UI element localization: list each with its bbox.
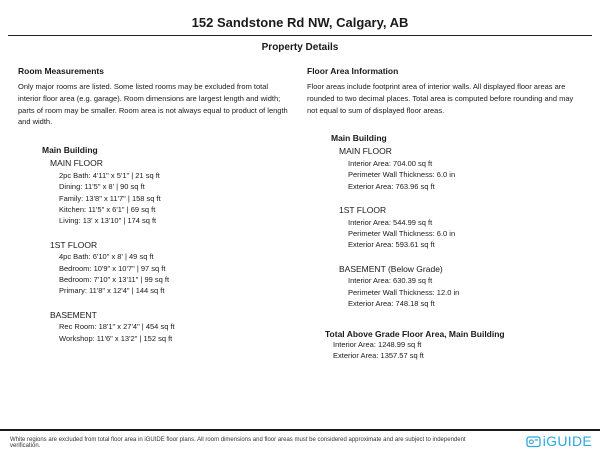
- iguide-logo-text: iGUIDE: [542, 433, 592, 449]
- total-above-grade-block: [325, 329, 584, 362]
- room-line: Family: 13'8" x 11'7" | 158 sq ft: [59, 193, 161, 203]
- room-line: Bedroom: 7'10" x 13'11" | 99 sq ft: [59, 275, 170, 285]
- room-line: 2pc Bath: 4'11" x 5'1" | 21 sq ft: [59, 170, 160, 180]
- building-name: Main Building: [42, 145, 98, 156]
- stat-line: Perimeter Wall Thickness: 6.0 in: [348, 170, 456, 180]
- iguide-logo: [526, 433, 592, 449]
- room-measurements-building-block: [42, 145, 291, 344]
- floor-name: BASEMENT (Below Grade): [339, 263, 443, 274]
- room-line: Rec Room: 18'1" x 27'4" | 454 sq ft: [59, 322, 175, 332]
- stat-line: Interior Area: 704.00 sq ft: [348, 158, 433, 168]
- room-line: Workshop: 11'6" x 13'2" | 152 sq ft: [59, 333, 173, 343]
- floor-area-column: [300, 66, 600, 361]
- floor-1st-floor: [42, 240, 291, 297]
- room-line: Living: 13' x 13'10" | 174 sq ft: [59, 216, 157, 226]
- floor-name: MAIN FLOOR: [50, 158, 103, 169]
- floor-name: 1ST FLOOR: [50, 239, 98, 250]
- stat-line: Interior Area: 544.99 sq ft: [348, 217, 433, 227]
- floor-area-main-floor: [331, 146, 584, 192]
- stat-line: Exterior Area: 763.96 sq ft: [348, 181, 435, 191]
- room-line: Kitchen: 11'5" x 6'1" | 69 sq ft: [59, 204, 156, 214]
- floor-name: BASEMENT: [50, 309, 97, 320]
- floor-area-basement: [331, 264, 584, 310]
- total-heading: Total Above Grade Floor Area, Main Building: [325, 328, 505, 339]
- page-title: 152 Sandstone Rd NW, Calgary, AB: [191, 15, 409, 30]
- stat-line: Exterior Area: 1357.57 sq ft: [333, 350, 424, 360]
- floor-basement: [42, 310, 291, 344]
- page-footer: [0, 429, 600, 449]
- stat-line: Exterior Area: 593.61 sq ft: [348, 240, 435, 250]
- stat-line: Interior Area: 1248.99 sq ft: [333, 339, 422, 349]
- floor-area-building-block: [331, 133, 584, 309]
- stat-line: Perimeter Wall Thickness: 6.0 in: [348, 229, 456, 239]
- room-measurements-column: [0, 66, 300, 361]
- floor-name: MAIN FLOOR: [339, 146, 392, 157]
- room-line: 4pc Bath: 6'10" x 8' | 49 sq ft: [59, 252, 154, 262]
- page-subtitle: Property Details: [261, 42, 339, 53]
- floor-main-floor: [42, 158, 291, 227]
- floor-area-description: Floor areas include footprint area of interior walls. All displayed floor areas are rounded to two decimal places. Total area is computed before rounding and may not equal to sum of displayed floor areas.: [307, 82, 574, 115]
- building-name: Main Building: [331, 133, 387, 144]
- stat-line: Perimeter Wall Thickness: 12.0 in: [348, 287, 460, 297]
- floor-area-1st-floor: [331, 205, 584, 251]
- room-measurements-heading: Room Measurements: [18, 66, 104, 76]
- iguide-logo-icon: [526, 435, 541, 448]
- room-measurements-description: Only major rooms are listed. Some listed rooms may be excluded from total interior floor area (e.g. garage). Room dimensions are largest length and width; parts of room may be smaller. Room area is not always equal to product of length and width.: [18, 82, 288, 127]
- room-line: Bedroom: 10'9" x 10'7" | 97 sq ft: [59, 263, 166, 273]
- footer-disclaimer: White regions are excluded from total floor area in iGUIDE floor plans. All room dimensions and floor areas must be considered approximate and are subject to independent verification.: [10, 436, 466, 449]
- room-line: Dining: 11'5" x 8' | 90 sq ft: [59, 182, 145, 192]
- room-line: Primary: 11'8" x 12'4" | 144 sq ft: [59, 286, 165, 296]
- content-columns: [0, 66, 600, 361]
- floor-name: 1ST FLOOR: [339, 205, 387, 216]
- stat-line: Interior Area: 630.39 sq ft: [348, 276, 433, 286]
- floor-area-heading: Floor Area Information: [307, 66, 399, 76]
- stat-line: Exterior Area: 748.18 sq ft: [348, 299, 435, 309]
- header-divider: [8, 35, 592, 36]
